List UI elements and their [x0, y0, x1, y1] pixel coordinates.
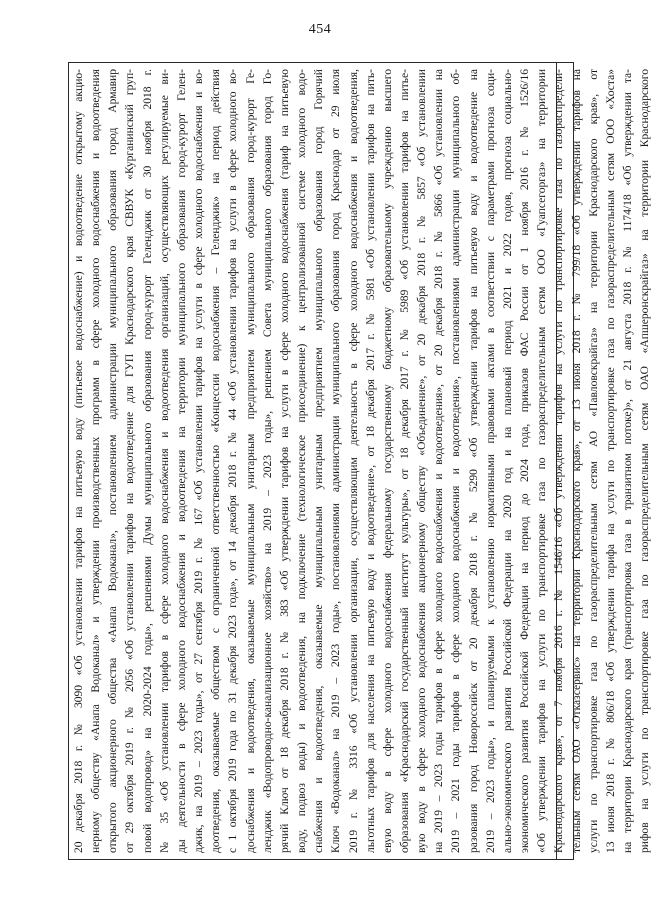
- text-line: снабжения и водоотведения, оказываемые муниципальным унитарным предприятием муниципального образования город Горячий: [313, 69, 326, 853]
- text-line: доотведения, оказываемые обществом с ограниченной ответственностью «Концессии водоснабжения – Геленджик» на период действия: [210, 69, 223, 853]
- text-line: ленджик «Водопроводно-канализационное хозяйство» на 2019 – 2023 годы», решением Совета муниципального образования город Го-: [261, 69, 274, 853]
- page-number: 454: [308, 22, 332, 37]
- text-line: повой водопровод» на 2020-2024 годы», решениями Думы муниципального образования город-курорт Геленджик от 30 ноября 2018 г.: [141, 69, 154, 853]
- text-line: на территории Краснодарского края (транспортировка газа в транзитном потоке)», от 21 августа 2018 г. № 1174/18 «Об утверждении та-: [622, 69, 634, 853]
- text-line: джик, на 2019 – 2023 годы», от 27 сентября 2019 г. № 167 «Об установлении тарифов на услуги в сфере холодного водоснабжения и во-: [193, 69, 206, 853]
- text-line: рифов на услуги по транспортировке газа по газораспределительным сетям ОАО «Апшеронскрайгаз» на территории Краснодарского: [639, 69, 652, 853]
- text-line: № 35 «Об установлении тарифов в сфере холодного водоснабжения и водоотведения организаций, осуществляющих регулируемые ви-: [158, 69, 171, 853]
- text-line: вую воду в сфере холодного водоснабжения акционерному обществу «Объединение», от 20 декабря 2018 г. № 5857 «Об установлении: [416, 69, 429, 853]
- rotated-table-cell-text: [69, 63, 652, 859]
- text-line: Ключ «Водоканал» на 2019 – 2023 годы», постановлениями администрации муниципального образования город Краснодар от 29 июля: [330, 69, 343, 853]
- text-line: образования «Краснодарский государственный институт культуры», от 18 декабря 2017 г. № 5989 «Об установлении тарифов на питье-: [398, 69, 411, 853]
- text-line: Краснодарского края», от 7 ноября 2016 г. № 1546/16 «Об утверждении тарифов на услуги по транспортировке газа по газораспредели-: [553, 69, 566, 853]
- text-line: ды деятельности в сфере холодного водоснабжения и водоотведения на территории муниципального образования город-курорт Гелен-: [175, 69, 188, 853]
- text-line: услуги по транспортировке газа по газораспределительным сетям АО «Павловскрайгаз» на территории Краснодарского края», от: [587, 69, 600, 853]
- text-line: 2019 г. № 3316 «Об установлении организации, осуществляющим деятельность в сфере холодного водоснабжения и водоотведения,: [347, 69, 360, 853]
- text-line: экономического развития Российской Федерации на период до 2024 года, приказов ФАС России от 1 ноября 2016 г. № 1526/16: [519, 69, 532, 853]
- text-line: открытого акционерного общества «Анапа Водоканал», постановлением администрации муниципального образования город Армавир: [107, 69, 120, 853]
- text-line: на 2019 – 2023 годы тарифов в сфере холодного водоснабжения и водоотведения», от 20 декабря 2018 г. № 5866 «Об установлении на: [433, 69, 446, 853]
- text-line: от 29 октября 2019 г. № 2056 «Об установлении тарифов на водоотведение для ГУП Краснодарского края СВВУК «Курганинский груп-: [124, 69, 137, 853]
- text-line: 13 июня 2018 г. № 806/18 «Об утверждении тарифа на услуги по транспортировке газа по газораспределительным сетям ООО «Хоста»: [604, 69, 617, 853]
- text-line: 2019 – 2021 годы тарифов в сфере холодного водоснабжения и водоотведения», постановлениями администрации муниципального об-: [450, 69, 463, 853]
- text-line: 2019 – 2023 годы», и планируемыми к установлению нормативными правовыми актами в соответствии с параметрами прогноза соци-: [484, 69, 497, 853]
- text-line: рячий Ключ от 18 декабря 2018 г. № 383 «Об утверждении тарифов на услуги в сфере холодного водоснабжения (тариф на питьевую: [278, 69, 291, 853]
- text-line: «Об утверждении тарифов на услуги по транспортировке газа по газораспределительным сетям ООО «Гуапсегоргаз» на территории: [536, 69, 549, 853]
- text-line: 20 декабря 2018 г. № 3090 «Об установлении тарифов на питьевую воду (питьевое водоснабжение) и водоотведение открытому акцио-: [73, 69, 85, 853]
- text-line: льготных тарифов для населения на питьевую воду и водоотведение», от 18 декабря 2017 г. № 5981 «Об установлении тарифов на пить-: [364, 69, 377, 853]
- text-line: воду, подвоз воды) и водоотведения, на подключение (технологическое присоединение) к централизованной системе холодного водо-: [296, 69, 309, 853]
- text-line: разования город Новороссийск от 20 декабря 2018 г. № 5290 «Об утверждении тарифов на питьевую воду и водоотведение на: [467, 69, 480, 853]
- text-line: нерному обществу «Анапа Водоканал» и утверждении производственных программ в сфере холодного водоснабжения и водоотведения: [90, 69, 103, 853]
- text-line: с 1 октября 2019 года по 31 декабря 2023 года», от 14 декабря 2018 г. № 44 «Об установлении тарифов на услуги в сфере холодного во-: [227, 69, 240, 853]
- text-line: ально-экономического развития Российской Федерации на 2020 год и на плановый период 2021 и 2022 годов, прогноза социально-: [501, 69, 514, 853]
- text-line: доснабжения и водоотведения, оказываемые муниципальным унитарным предприятием муниципального образования город-курорт Ге-: [244, 69, 257, 853]
- text-line: евую воду в сфере холодного водоснабжения федеральному государственному бюджетному образовательному учреждению высшего: [381, 69, 394, 853]
- text-line: тельным сетям ОАО «Отказсервис» на территории Краснодарского края», от 13 июня 2018 г. № 799/18 «Об утверждении тарифов на: [570, 69, 583, 853]
